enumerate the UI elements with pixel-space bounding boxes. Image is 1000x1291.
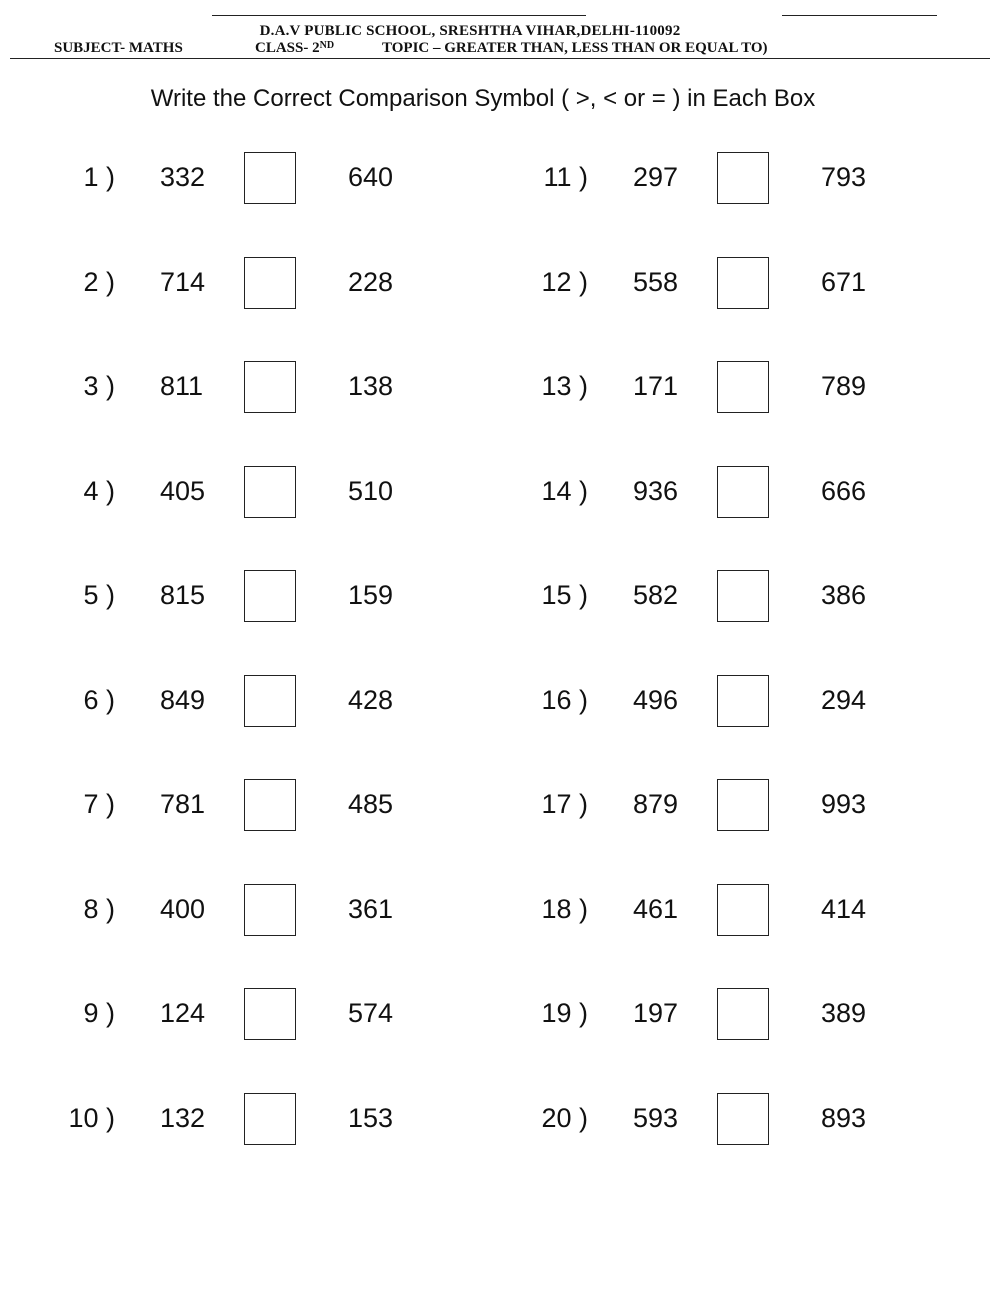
problem-item [0,466,430,518]
problem-item [0,257,430,309]
problem-item [0,675,430,727]
header-top-line-left [212,15,586,16]
answer-box[interactable] [244,257,296,309]
left-number: 197 [633,998,679,1028]
right-number: 789 [821,371,867,401]
problem-number: 10 ) [68,1103,115,1133]
problem-item [0,570,430,622]
right-number: 510 [348,476,394,506]
school-name: D.A.V PUBLIC SCHOOL, SRESHTHA VIHAR,DELHI-110092 [259,23,681,39]
problem-item [473,675,903,727]
header-bottom-rule [10,58,990,59]
problem-item [473,988,903,1040]
problem-item [0,361,430,413]
problem-number: 9 ) [83,998,115,1028]
right-number: 993 [821,789,867,819]
problem-number: 4 ) [83,476,115,506]
problem-item [473,1093,903,1145]
problem-item [0,152,430,204]
answer-box[interactable] [717,779,769,831]
right-number: 159 [348,580,394,610]
left-number: 297 [633,162,679,192]
left-number: 496 [633,685,679,715]
left-number: 400 [160,894,206,924]
problem-item [473,466,903,518]
topic-label: TOPIC – GREATER THAN, LESS THAN OR EQUAL TO) [382,40,768,56]
answer-box[interactable] [717,257,769,309]
answer-box[interactable] [244,361,296,413]
left-number: 332 [160,162,206,192]
answer-box[interactable] [244,152,296,204]
answer-box[interactable] [244,675,296,727]
right-number: 666 [821,476,867,506]
right-number: 793 [821,162,867,192]
left-number: 714 [160,267,206,297]
left-number: 849 [160,685,206,715]
right-number: 671 [821,267,867,297]
class-prefix: CLASS- 2 [255,40,320,56]
problem-item [473,570,903,622]
problem-item [0,884,430,936]
class-suffix: ND [319,40,335,51]
left-number: 461 [633,894,679,924]
answer-box[interactable] [717,884,769,936]
problem-number: 7 ) [83,789,115,819]
answer-box[interactable] [244,570,296,622]
right-number: 386 [821,580,867,610]
answer-box[interactable] [717,570,769,622]
right-number: 428 [348,685,394,715]
answer-box[interactable] [717,988,769,1040]
problem-item [473,152,903,204]
header-top-line-right [782,15,937,16]
right-number: 228 [348,267,394,297]
problem-number: 2 ) [83,267,115,297]
left-number: 124 [160,998,206,1028]
problem-number: 13 ) [541,371,588,401]
subject-label: SUBJECT- MATHS [54,40,183,56]
answer-box[interactable] [244,988,296,1040]
problem-number: 8 ) [83,894,115,924]
left-number: 405 [160,476,206,506]
problem-number: 20 ) [541,1103,588,1133]
problem-item [473,361,903,413]
problem-number: 1 ) [83,162,115,192]
class-label [255,39,334,59]
left-number: 171 [633,371,679,401]
answer-box[interactable] [244,779,296,831]
right-number: 640 [348,162,394,192]
problem-number: 19 ) [541,998,588,1028]
problem-number: 6 ) [83,685,115,715]
left-number: 811 [160,371,204,401]
answer-box[interactable] [244,884,296,936]
left-number: 781 [160,789,206,819]
instructions: Write the Correct Comparison Symbol ( >, < or = ) in Each Box [150,85,816,112]
problem-item [0,988,430,1040]
right-number: 138 [348,371,394,401]
answer-box[interactable] [717,361,769,413]
problem-item [473,884,903,936]
problem-number: 17 ) [541,789,588,819]
left-number: 815 [160,580,206,610]
left-number: 879 [633,789,679,819]
right-number: 389 [821,998,867,1028]
left-number: 936 [633,476,679,506]
problem-item [473,779,903,831]
right-number: 485 [348,789,394,819]
right-number: 893 [821,1103,867,1133]
answer-box[interactable] [244,1093,296,1145]
left-number: 558 [633,267,679,297]
problem-number: 18 ) [541,894,588,924]
left-number: 132 [160,1103,206,1133]
problem-number: 12 ) [541,267,588,297]
answer-box[interactable] [244,466,296,518]
right-number: 294 [821,685,867,715]
problem-number: 14 ) [541,476,588,506]
right-number: 153 [348,1103,394,1133]
problem-number: 11 ) [543,162,588,192]
problem-item [473,257,903,309]
left-number: 593 [633,1103,679,1133]
answer-box[interactable] [717,152,769,204]
problem-number: 16 ) [541,685,588,715]
problem-number: 5 ) [83,580,115,610]
problem-item [0,1093,430,1145]
right-number: 361 [348,894,394,924]
problem-number: 3 ) [83,371,115,401]
right-number: 414 [821,894,867,924]
left-number: 582 [633,580,679,610]
problem-number: 15 ) [541,580,588,610]
answer-box[interactable] [717,675,769,727]
problem-item [0,779,430,831]
right-number: 574 [348,998,394,1028]
answer-box[interactable] [717,1093,769,1145]
answer-box[interactable] [717,466,769,518]
